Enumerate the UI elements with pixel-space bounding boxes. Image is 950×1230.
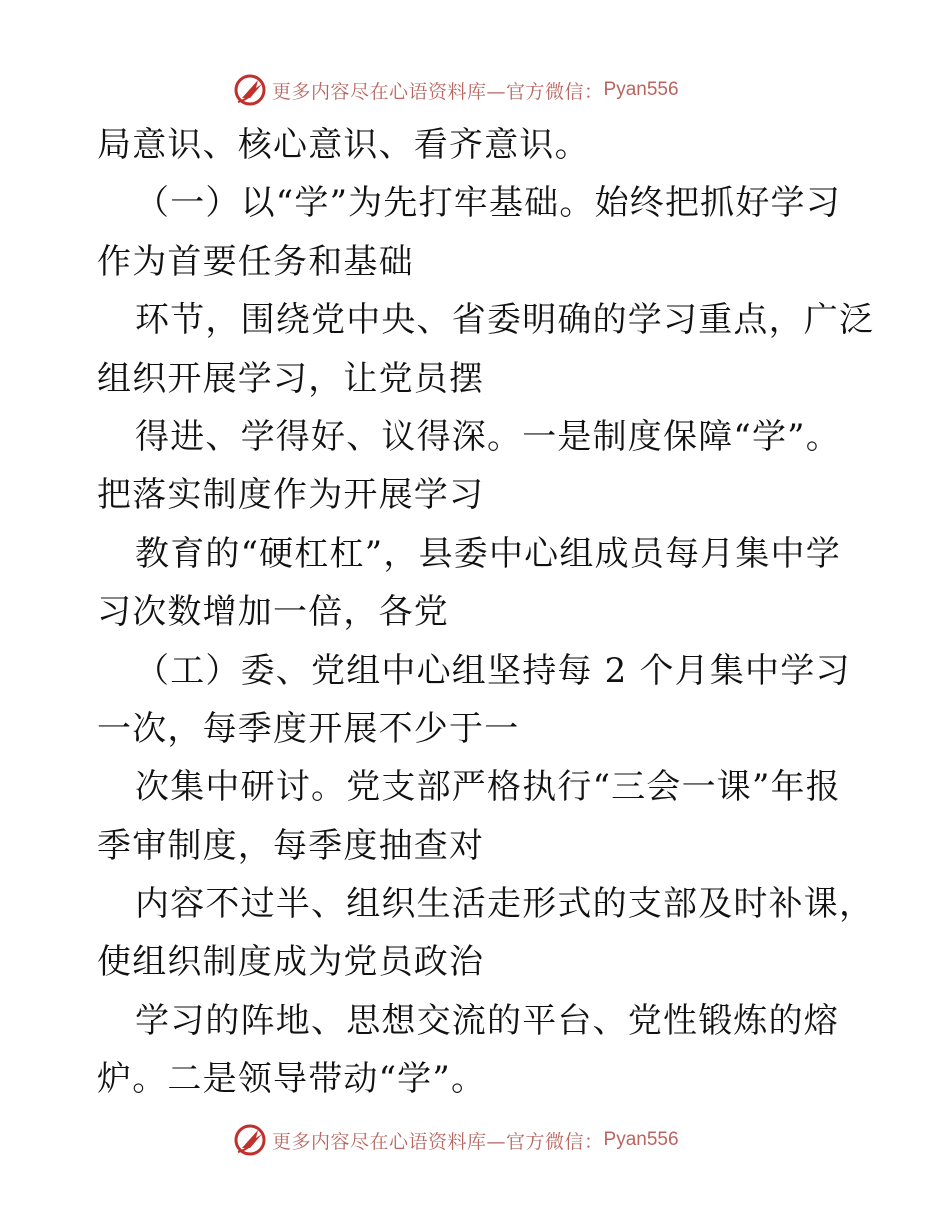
quill-logo-icon bbox=[232, 1122, 268, 1158]
text-line: 季审制度，每季度抽查对 bbox=[97, 825, 485, 866]
text-line: 环节，围绕党中央、省委明确的学习重点，广泛 bbox=[135, 300, 875, 341]
text-line: （一）以“学”为先打牢基础。始终把抓好学习 bbox=[135, 183, 841, 224]
text-line: 局意识、核心意识、看齐意识。 bbox=[97, 125, 590, 165]
quill-logo-icon bbox=[232, 72, 268, 108]
footer-watermark bbox=[232, 1120, 732, 1160]
text-line: 次集中研讨。党支部严格执行“三会一课”年报 bbox=[135, 767, 841, 808]
header-banner-id: Pyan556 bbox=[603, 79, 679, 100]
text-line: 教育的“硬杠杠”，县委中心组成员每月集中学 bbox=[135, 533, 841, 574]
text-line: 习次数增加一倍，各党 bbox=[97, 592, 449, 633]
header-banner-text: 更多内容尽在心语资料库—官方微信： bbox=[272, 80, 604, 103]
text-line: 内容不过半、组织生活走形式的支部及时补课， bbox=[135, 884, 875, 925]
text-line: 组织开展学习，让党员摆 bbox=[97, 358, 485, 399]
body-text bbox=[97, 116, 875, 1109]
header-watermark bbox=[232, 70, 732, 110]
text-line: 炉。二是领导带动“学”。 bbox=[97, 1059, 487, 1100]
text-line: （工）委、党组中心组坚持每 2 个月集中学习 bbox=[135, 650, 851, 691]
footer-banner-text: 更多内容尽在心语资料库—官方微信： bbox=[272, 1130, 604, 1153]
text-line: 把落实制度作为开展学习 bbox=[97, 475, 485, 516]
text-line: 得进、学得好、议得深。一是制度保障“学”。 bbox=[135, 416, 841, 457]
text-line: 学习的阵地、思想交流的平台、党性锻炼的熔 bbox=[135, 1000, 839, 1041]
text-line: 一次，每季度开展不少于一 bbox=[97, 708, 520, 749]
footer-banner-id: Pyan556 bbox=[603, 1129, 679, 1150]
text-line: 作为首要任务和基础 bbox=[97, 241, 414, 282]
text-line: 使组织制度成为党员政治 bbox=[97, 942, 485, 983]
